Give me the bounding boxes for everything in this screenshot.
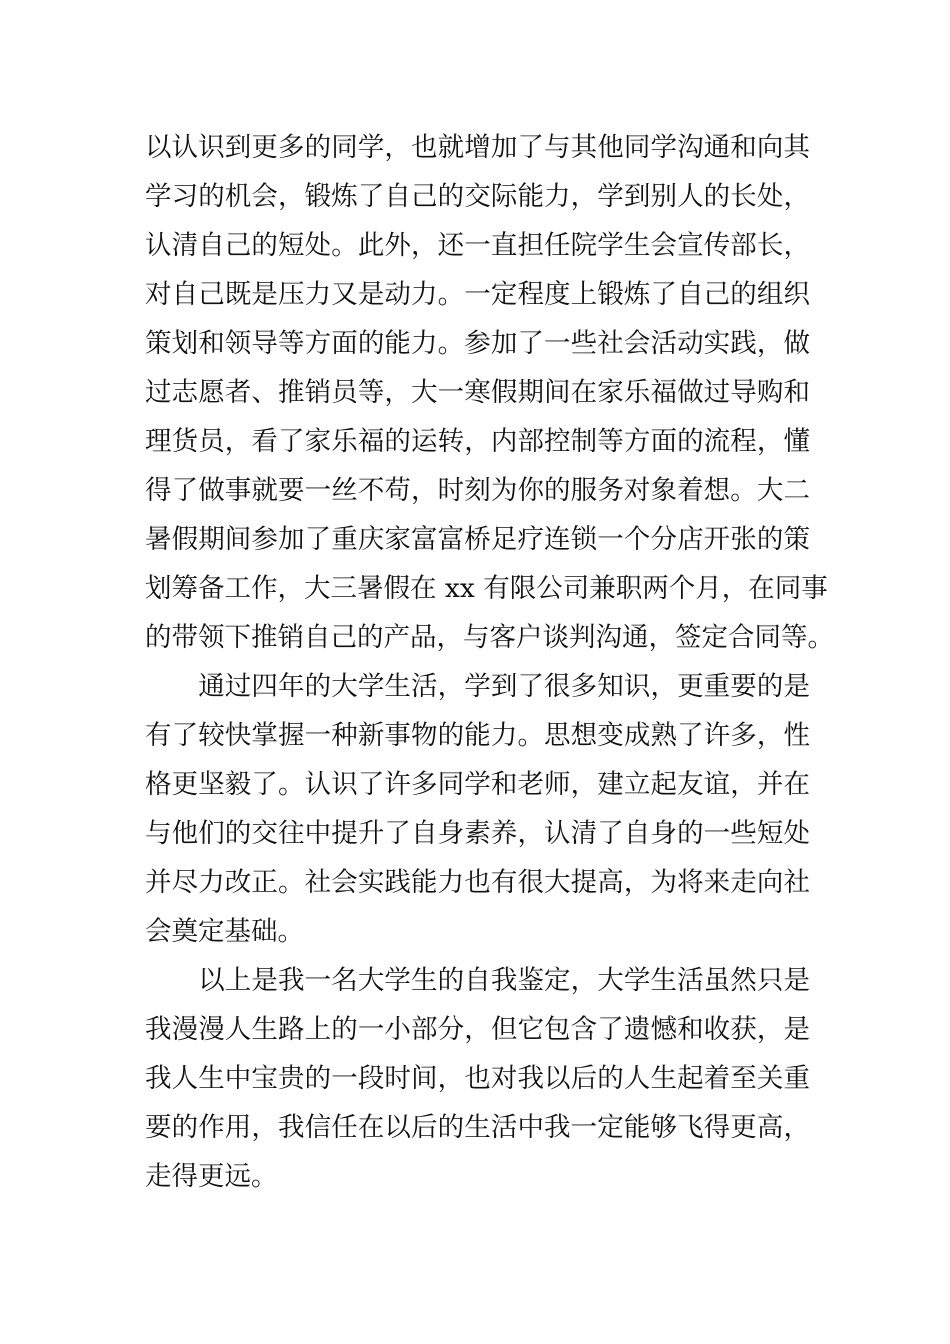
text-line: 我人生中宝贵的一段时间，也对我以后的人生起着至关重 [145, 1063, 810, 1094]
text-line: 划筹备工作，大三暑假在 xx 有限公司兼职两个月，在同事 [145, 573, 828, 604]
paragraph-3 [145, 956, 810, 1201]
text-line: 得了做事就要一丝不苟，时刻为你的服务对象着想。大二 [145, 475, 810, 506]
text-line: 暑假期间参加了重庆家富富桥足疗连锁一个分店开张的策 [145, 524, 810, 555]
text-line: 有了较快掌握一种新事物的能力。思想变成熟了许多，性 [145, 720, 810, 751]
text-line: 的带领下推销自己的产品，与客户谈判沟通，签定合同等。 [145, 622, 834, 653]
text-line: 会奠定基础。 [145, 916, 304, 947]
text-line: 格更坚毅了。认识了许多同学和老师，建立起友谊，并在 [145, 769, 810, 800]
text-line: 过志愿者、推销员等，大一寒假期间在家乐福做过导购和 [145, 377, 810, 408]
text-line: 以上是我一名大学生的自我鉴定，大学生活虽然只是 [145, 965, 810, 996]
text-line: 我漫漫人生路上的一小部分，但它包含了遗憾和收获，是 [145, 1014, 810, 1045]
text-line: 走得更远。 [145, 1161, 278, 1192]
text-line: 与他们的交往中提升了自身素养，认清了自身的一些短处 [145, 818, 810, 849]
text-line: 通过四年的大学生活，学到了很多知识，更重要的是 [145, 671, 810, 702]
text-line: 以认识到更多的同学，也就增加了与其他同学沟通和向其 [145, 132, 810, 163]
paragraph-1 [145, 123, 834, 662]
document-body [145, 123, 834, 1201]
text-line: 策划和领导等方面的能力。参加了一些社会活动实践，做 [145, 328, 810, 359]
paragraph-2 [145, 662, 810, 956]
text-line: 对自己既是压力又是动力。一定程度上锻炼了自己的组织 [145, 279, 810, 310]
text-line: 学习的机会，锻炼了自己的交际能力，学到别人的长处， [145, 181, 810, 212]
text-line: 理货员，看了家乐福的运转，内部控制等方面的流程，懂 [145, 426, 810, 457]
text-line: 要的作用，我信任在以后的生活中我一定能够飞得更高， [145, 1112, 810, 1143]
text-line: 并尽力改正。社会实践能力也有很大提高，为将来走向社 [145, 867, 810, 898]
text-line: 认清自己的短处。此外，还一直担任院学生会宣传部长， [145, 230, 810, 261]
